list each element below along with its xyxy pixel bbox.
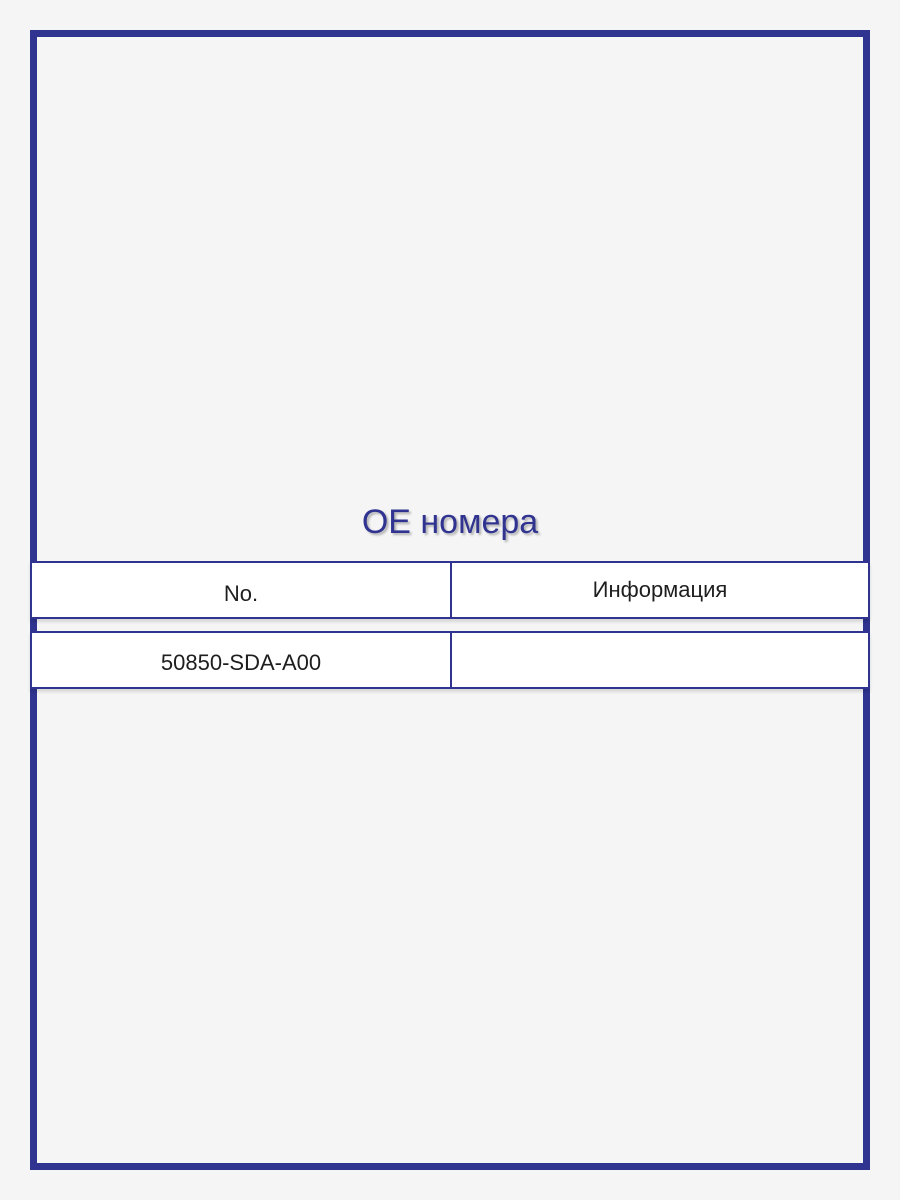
column-header-no: No. [223, 581, 259, 606]
table-row [30, 631, 870, 689]
table-cell-info [450, 633, 868, 687]
page-title: OE номера [361, 503, 539, 541]
column-header-info: Информация [450, 563, 868, 617]
table-header-row [30, 561, 870, 619]
table-cell-part-number: 50850-SDA-A00 [160, 650, 322, 675]
